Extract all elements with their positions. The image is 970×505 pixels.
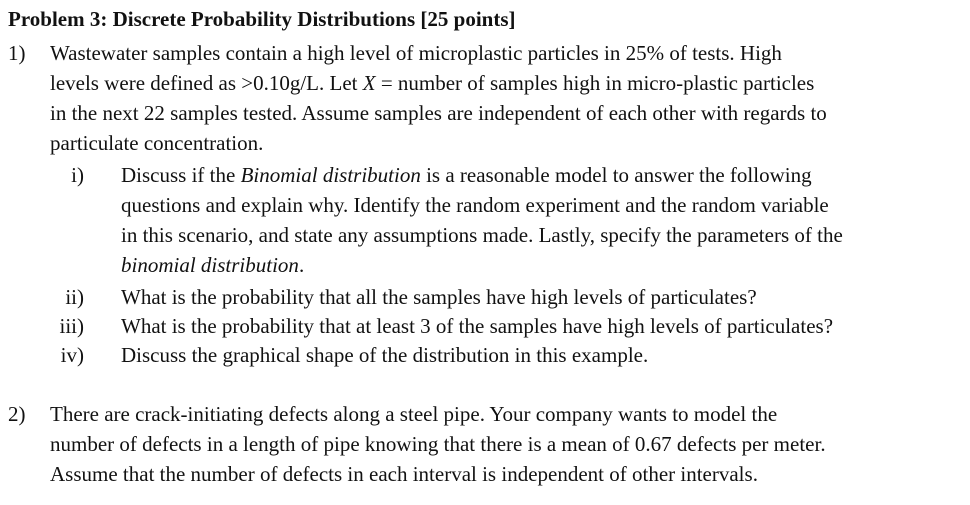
- sub-i-line-4-post: .: [298, 253, 305, 277]
- sub-iii-label: iii): [59, 314, 84, 338]
- question-1-number: 1): [8, 41, 26, 65]
- question-2-number: 2): [8, 402, 26, 426]
- problem-title: Problem 3: Discrete Probability Distributions [25 points]: [8, 7, 516, 31]
- question-1-line-3: in the next 22 samples tested. Assume samples are independent of each other with regards to: [50, 101, 827, 125]
- sub-i-line-1-em: Binomial distribution: [240, 163, 421, 187]
- question-2-line-1: There are crack-initiating defects along a steel pipe. Your company wants to model the: [50, 402, 778, 426]
- question-1-line-2: levels were defined as >0.10g/L. Let X = number of samples high in micro-plastic particles: [50, 71, 815, 95]
- sub-iv-label: iv): [60, 343, 84, 367]
- sub-iii-text: What is the probability that at least 3 of the samples have high levels of particulates?: [121, 314, 834, 338]
- sub-i-line-4-em: binomial distribution: [121, 253, 299, 277]
- variable-x: X: [362, 71, 376, 95]
- sub-ii-label: ii): [65, 285, 84, 309]
- sub-i-line-3: in this scenario, and state any assumptions made. Lastly, specify the parameters of the: [121, 223, 843, 247]
- sub-ii-text: What is the probability that all the samples have high levels of particulates?: [121, 285, 757, 309]
- sub-i-line-1: [121, 160, 812, 190]
- sub-i-line-1-post: is a reasonable model to answer the following: [420, 163, 812, 187]
- question-1-line-4: particulate concentration.: [50, 131, 264, 155]
- sub-i-line-4: [121, 250, 304, 280]
- question-2-line-2: number of defects in a length of pipe knowing that there is a mean of 0.67 defects per meter.: [50, 432, 826, 456]
- sub-i-line-1-pre: Discuss if the: [121, 163, 241, 187]
- question-1-line-1: Wastewater samples contain a high level of microplastic particles in 25% of tests. High: [50, 41, 782, 65]
- sub-i-label: i): [71, 163, 84, 187]
- sub-iv-text: Discuss the graphical shape of the distribution in this example.: [121, 343, 649, 367]
- question-2-line-3: Assume that the number of defects in each interval is independent of other intervals.: [50, 462, 758, 486]
- sub-i-line-2: questions and explain why. Identify the random experiment and the random variable: [121, 193, 829, 217]
